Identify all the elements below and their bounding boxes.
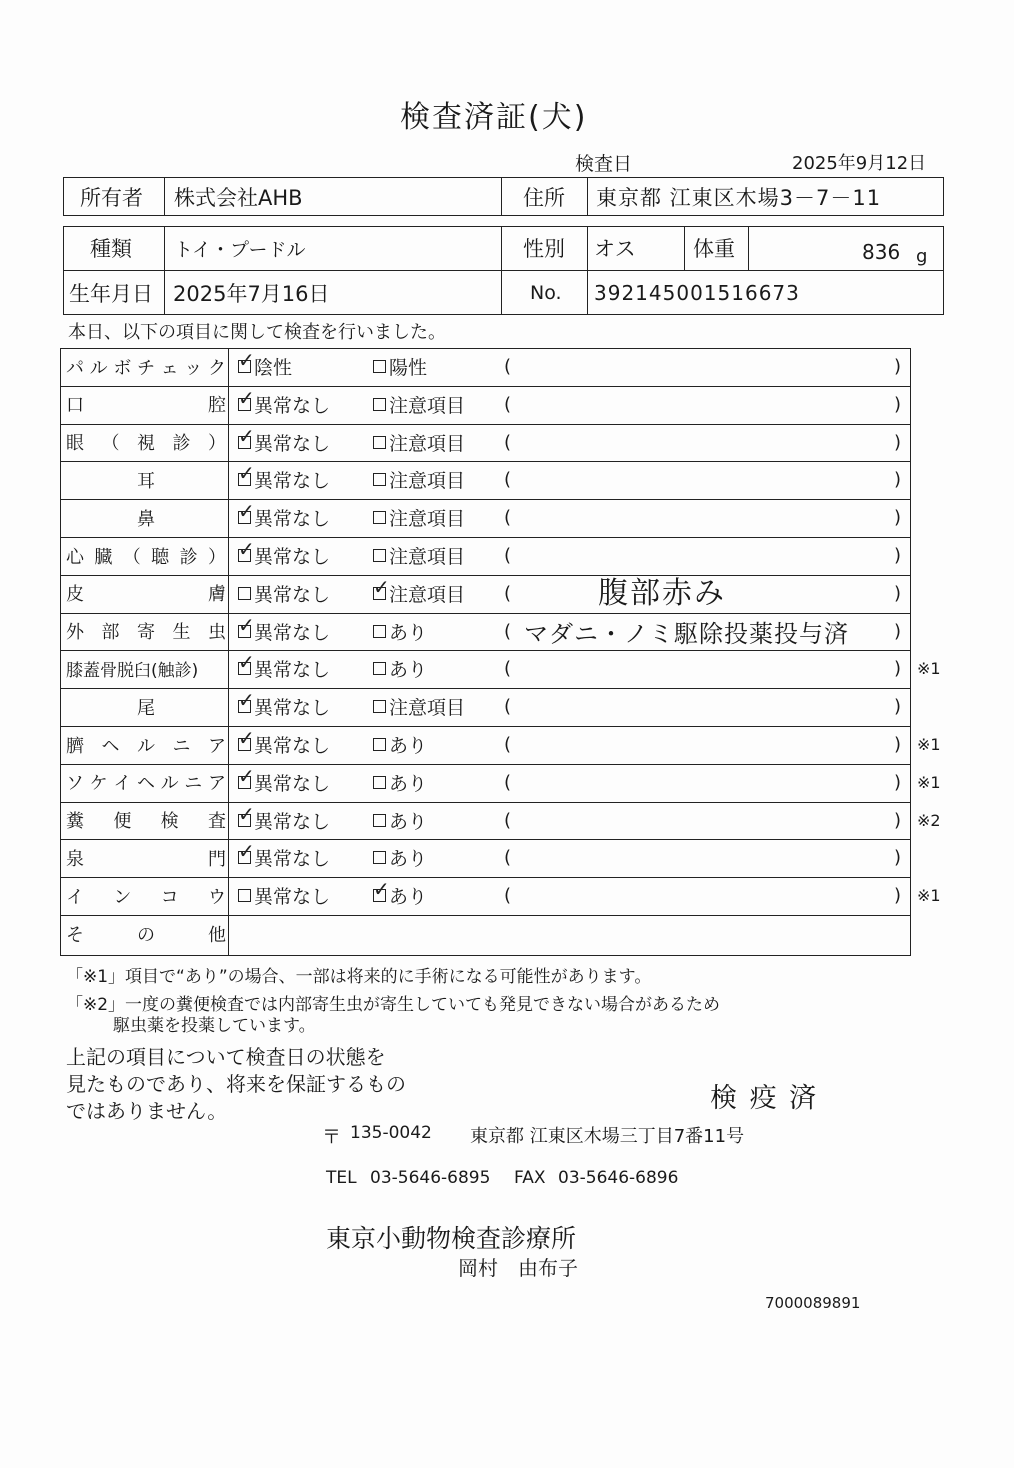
label-char: ケ	[89, 773, 108, 795]
option-2-label: あり	[389, 886, 428, 909]
label-char: ッ	[184, 357, 203, 379]
option-1-label: 異常なし	[254, 659, 331, 682]
weight-unit: g	[916, 245, 928, 267]
note-1: 「※1」項目で“あり”の場合、一部は将来的に手術になる可能性があります。	[66, 967, 652, 987]
open-paren: (	[504, 620, 512, 642]
option-1-label: 異常なし	[254, 735, 331, 757]
option-2-checkbox[interactable]	[373, 839, 427, 876]
fax-number: 03-5646-6896	[558, 1168, 679, 1188]
option-2-checkbox[interactable]	[373, 726, 427, 763]
label-char: 口	[66, 395, 84, 417]
label-char: 糞	[66, 811, 84, 833]
owner-value: 株式会社AHB	[174, 185, 303, 210]
postal-code: 135-0042	[350, 1123, 432, 1143]
no-label: No.	[530, 282, 562, 304]
label-char: 虫	[208, 622, 226, 644]
option-1-checkbox[interactable]	[238, 839, 330, 876]
close-paren: )	[894, 696, 902, 718]
checkbox-icon[interactable]	[373, 574, 390, 600]
disclaimer-line-3: ではありません。	[66, 1099, 228, 1123]
label-char: ）	[208, 433, 226, 455]
option-2-label: 注意項目	[389, 470, 466, 493]
open-paren: (	[504, 545, 512, 566]
option-1-checkbox[interactable]	[238, 688, 330, 725]
open-paren: (	[504, 734, 512, 755]
label-char: 膚	[208, 584, 226, 606]
row-label	[66, 764, 226, 801]
checkbox-icon[interactable]	[373, 851, 386, 864]
row-label	[66, 613, 226, 650]
address-value: 東京都 江東区木場3－7－11	[596, 185, 882, 210]
checkbox-icon[interactable]	[373, 549, 386, 562]
close-paren: )	[894, 582, 902, 604]
comment-text: 腹部赤み	[598, 576, 726, 612]
label-char: 腔	[208, 395, 226, 417]
checkbox-icon[interactable]	[373, 398, 386, 411]
option-2-checkbox[interactable]	[373, 613, 427, 650]
row-label: 鼻	[137, 508, 155, 530]
label-char: ヘ	[136, 773, 155, 795]
checkmark-icon: ✓	[238, 612, 255, 637]
intro-text: 本日、以下の項目に関して検査を行いました。	[68, 322, 446, 343]
checkmark-icon: ✓	[238, 461, 255, 486]
footnote-mark: ※2	[917, 810, 941, 830]
checkmark-icon: ✓	[238, 537, 255, 561]
option-1-label: 陰性	[254, 357, 293, 379]
label-char: ボ	[113, 357, 132, 379]
open-paren: (	[504, 393, 512, 415]
open-paren: (	[504, 507, 512, 529]
option-2-label: あり	[389, 735, 428, 757]
other-label	[66, 915, 226, 952]
row-label	[66, 575, 226, 612]
option-1-label: 異常なし	[254, 697, 331, 720]
option-2-checkbox[interactable]	[373, 386, 465, 423]
label-char: 門	[208, 848, 226, 870]
checkmark-icon: ✓	[238, 801, 255, 826]
close-paren: )	[894, 658, 902, 680]
birth-value: 2025年7月16日	[173, 282, 330, 306]
option-1-label: 異常なし	[254, 621, 331, 644]
option-2-checkbox[interactable]	[373, 688, 465, 725]
row-label	[66, 537, 226, 574]
option-1-label: 異常なし	[254, 508, 331, 531]
checkmark-icon: ✓	[238, 650, 255, 675]
option-2-checkbox[interactable]	[373, 461, 465, 498]
close-paren: )	[894, 734, 902, 755]
row-label	[66, 424, 226, 461]
row-label	[66, 386, 226, 423]
checkmark-icon: ✓	[373, 877, 390, 902]
label-char: ル	[89, 357, 108, 379]
microchip-number: 392145001516673	[594, 281, 800, 305]
option-1-checkbox[interactable]	[238, 537, 330, 574]
label-char: 寄	[137, 622, 155, 644]
checkbox-icon[interactable]	[238, 385, 255, 411]
disclaimer-line-1: 上記の項目について検査日の状態を	[66, 1045, 386, 1069]
page-title: 検査済証(犬)	[400, 100, 588, 135]
label-char: パ	[66, 357, 84, 379]
checkmark-icon: ✓	[238, 688, 255, 713]
label-char: 外	[66, 622, 84, 644]
checkmark-icon: ✓	[238, 385, 255, 410]
option-1-checkbox[interactable]	[238, 386, 330, 423]
checkbox-icon[interactable]	[373, 776, 386, 789]
checkbox-icon[interactable]	[373, 877, 390, 902]
checkbox-icon[interactable]	[238, 461, 255, 486]
label-char: 臍	[66, 735, 84, 757]
postal-mark: 〒	[322, 1126, 342, 1148]
checkbox-icon[interactable]	[238, 726, 255, 751]
label-char: 生	[172, 622, 191, 644]
tel-number: 03-5646-6895	[370, 1168, 491, 1188]
option-1-checkbox[interactable]	[238, 764, 330, 801]
label-char: ア	[208, 735, 226, 757]
label-char: ウ	[207, 886, 226, 908]
option-2-checkbox[interactable]	[373, 348, 427, 385]
option-1-label: 異常なし	[254, 470, 331, 493]
option-1-label: 異常なし	[254, 432, 331, 455]
label-char: 皮	[66, 584, 84, 606]
sex-value: オス	[594, 237, 636, 261]
checkbox-icon[interactable]	[373, 360, 386, 373]
option-2-label: 注意項目	[389, 546, 466, 568]
close-paren: )	[894, 507, 902, 529]
option-1-label: 異常なし	[254, 583, 331, 606]
checkmark-icon: ✓	[238, 763, 255, 788]
note-2a: 「※2」一度の糞便検査では内部寄生虫が寄生していても発見できない場合があるため	[66, 995, 721, 1015]
row-label: 尾	[137, 697, 155, 719]
close-paren: )	[894, 847, 902, 869]
checkbox-icon[interactable]	[238, 537, 255, 562]
label-char: 便	[113, 811, 132, 833]
label-char: コ	[160, 886, 179, 908]
label-char: 部	[101, 622, 120, 644]
label-char: 他	[208, 924, 226, 946]
label-char: 聴	[151, 546, 170, 568]
exam-date: 2025年9月12日	[792, 153, 927, 174]
close-paren: )	[894, 885, 902, 907]
option-1-checkbox[interactable]	[238, 877, 330, 914]
option-2-label: 陽性	[389, 357, 428, 379]
label-char: 検	[160, 811, 179, 833]
checkbox-icon[interactable]	[373, 473, 386, 486]
option-1-checkbox[interactable]	[238, 726, 330, 763]
doctor-name: 岡村 由布子	[458, 1256, 578, 1280]
option-2-label: あり	[389, 621, 428, 644]
note-2b: 駆虫薬を投薬しています。	[113, 1016, 316, 1036]
row-label	[66, 726, 226, 763]
checkbox-icon[interactable]	[238, 889, 251, 902]
address-label: 住所	[523, 185, 565, 210]
label-char: ニ	[184, 773, 203, 795]
open-paren: (	[504, 885, 512, 907]
checkbox-icon[interactable]	[238, 499, 255, 524]
row-label	[66, 877, 226, 914]
breed-label: 種類	[90, 237, 132, 261]
checkmark-icon: ✓	[238, 499, 255, 524]
close-paren: )	[894, 620, 902, 642]
checkbox-icon[interactable]	[373, 700, 386, 713]
option-2-label: あり	[389, 772, 428, 795]
option-1-checkbox[interactable]	[238, 461, 330, 498]
checkbox-icon[interactable]	[373, 436, 386, 449]
serial-number: 7000089891	[765, 1294, 861, 1312]
checkbox-icon[interactable]	[238, 763, 255, 789]
clinic-address: 東京都 江東区木場三丁目7番11号	[470, 1126, 745, 1147]
label-char: 臓	[94, 546, 113, 568]
label-char: ク	[207, 357, 226, 379]
checkbox-icon[interactable]	[373, 511, 386, 524]
checkmark-icon: ✓	[238, 726, 255, 750]
label-char: ニ	[172, 735, 191, 757]
label-char: ヘ	[101, 735, 120, 757]
option-1-checkbox[interactable]	[238, 348, 292, 385]
label-char: チ	[136, 357, 155, 379]
row-label	[66, 802, 226, 839]
option-2-checkbox[interactable]	[373, 650, 427, 687]
option-1-label: 異常なし	[254, 394, 331, 417]
close-paren: )	[894, 469, 902, 491]
sex-label: 性別	[523, 237, 565, 261]
weight-label: 体重	[693, 237, 735, 261]
close-paren: )	[894, 393, 902, 415]
option-2-label: 注意項目	[389, 697, 466, 720]
label-char: 診	[179, 546, 198, 568]
checkbox-icon[interactable]	[238, 423, 255, 449]
label-divider	[228, 348, 229, 956]
option-1-label: 異常なし	[254, 886, 331, 909]
label-char: ル	[137, 735, 155, 757]
option-2-checkbox[interactable]	[373, 802, 427, 839]
option-1-checkbox[interactable]	[238, 499, 330, 536]
comment-text: マダニ・ノミ駆除投薬投与済	[524, 619, 849, 648]
label-char: ）	[207, 546, 226, 568]
label-char: ン	[113, 886, 132, 908]
date-label: 検査日	[575, 153, 633, 175]
close-paren: )	[894, 545, 902, 566]
checkmark-icon: ✓	[238, 423, 255, 448]
option-2-label: あり	[389, 848, 428, 871]
label-char: 診	[172, 433, 191, 455]
checkbox-icon[interactable]	[238, 688, 255, 713]
open-paren: (	[504, 771, 512, 793]
close-paren: )	[894, 771, 902, 793]
option-1-label: 異常なし	[254, 810, 331, 833]
quarantine-stamp: 検 疫 済	[710, 1083, 819, 1114]
label-char: そ	[66, 924, 84, 946]
checkbox-icon[interactable]	[238, 612, 255, 638]
row-label: 耳	[137, 470, 155, 492]
open-paren: (	[504, 469, 512, 491]
checkbox-icon[interactable]	[373, 662, 386, 675]
option-2-checkbox[interactable]	[373, 877, 427, 914]
checkbox-icon[interactable]	[373, 738, 386, 751]
option-2-label: あり	[389, 810, 428, 833]
checkbox-icon[interactable]	[238, 650, 255, 675]
tel-label: TEL	[326, 1168, 357, 1188]
option-2-label: 注意項目	[389, 394, 466, 417]
label-char: ソ	[66, 773, 84, 795]
checkbox-icon[interactable]	[238, 801, 255, 827]
checkbox-icon[interactable]	[373, 814, 386, 827]
option-2-label: 注意項目	[389, 508, 466, 531]
open-paren: (	[504, 809, 512, 831]
option-2-label: 注意項目	[389, 432, 466, 455]
option-2-label: 注意項目	[389, 583, 466, 606]
birth-label: 生年月日	[69, 282, 153, 306]
option-2-label: あり	[389, 659, 428, 682]
clinic-name: 東京小動物検査診療所	[326, 1224, 577, 1253]
option-1-checkbox[interactable]	[238, 802, 330, 839]
weight-value: 836	[862, 240, 901, 264]
option-1-checkbox[interactable]	[238, 424, 330, 461]
open-paren: (	[504, 431, 512, 453]
option-2-checkbox[interactable]	[373, 499, 465, 536]
option-1-checkbox[interactable]	[238, 650, 330, 687]
checkmark-icon: ✓	[238, 839, 255, 864]
checkbox-icon[interactable]	[238, 348, 255, 373]
label-char: ル	[160, 773, 179, 795]
label-char: イ	[66, 886, 84, 908]
option-2-checkbox[interactable]	[373, 575, 465, 612]
label-char: の	[137, 924, 155, 946]
open-paren: (	[504, 582, 512, 604]
owner-label: 所有者	[80, 185, 143, 210]
label-char: 泉	[66, 848, 84, 870]
label-char: （	[101, 433, 120, 455]
disclaimer-line-2: 見たものであり、将来を保証するもの	[66, 1072, 406, 1096]
breed-value: トイ・プードル	[174, 238, 306, 261]
option-1-label: 異常なし	[254, 772, 331, 795]
open-paren: (	[504, 847, 512, 869]
label-char: 査	[207, 811, 226, 833]
open-paren: (	[504, 356, 512, 377]
label-char: （	[122, 546, 141, 568]
label-char: ェ	[160, 357, 179, 379]
label-char: 心	[66, 546, 84, 568]
label-char: 視	[137, 433, 155, 455]
footnote-mark: ※1	[917, 886, 941, 906]
checkbox-icon[interactable]	[238, 587, 251, 600]
open-paren: (	[504, 696, 512, 718]
label-char: ア	[207, 773, 226, 795]
option-1-checkbox[interactable]	[238, 613, 330, 650]
fax-label: FAX	[514, 1168, 546, 1188]
footnote-mark: ※1	[917, 772, 941, 792]
option-2-checkbox[interactable]	[373, 424, 465, 461]
option-1-checkbox[interactable]	[238, 575, 330, 612]
checkmark-icon: ✓	[373, 574, 390, 599]
close-paren: )	[894, 431, 902, 453]
close-paren: )	[894, 809, 902, 831]
footnote-mark: ※1	[917, 659, 941, 679]
option-2-checkbox[interactable]	[373, 764, 427, 801]
open-paren: (	[504, 658, 512, 680]
option-2-checkbox[interactable]	[373, 537, 465, 574]
option-1-label: 異常なし	[254, 848, 331, 871]
footnote-mark: ※1	[917, 735, 941, 754]
row-label	[66, 348, 226, 385]
option-1-label: 異常なし	[254, 546, 331, 568]
label-char: イ	[113, 773, 132, 795]
row-label	[66, 839, 226, 876]
checkbox-icon[interactable]	[238, 839, 255, 864]
row-label: 膝蓋骨脱臼(触診)	[66, 661, 199, 682]
close-paren: )	[894, 356, 902, 377]
checkbox-icon[interactable]	[373, 625, 386, 638]
checkmark-icon: ✓	[238, 348, 255, 372]
label-char: 眼	[66, 433, 84, 455]
